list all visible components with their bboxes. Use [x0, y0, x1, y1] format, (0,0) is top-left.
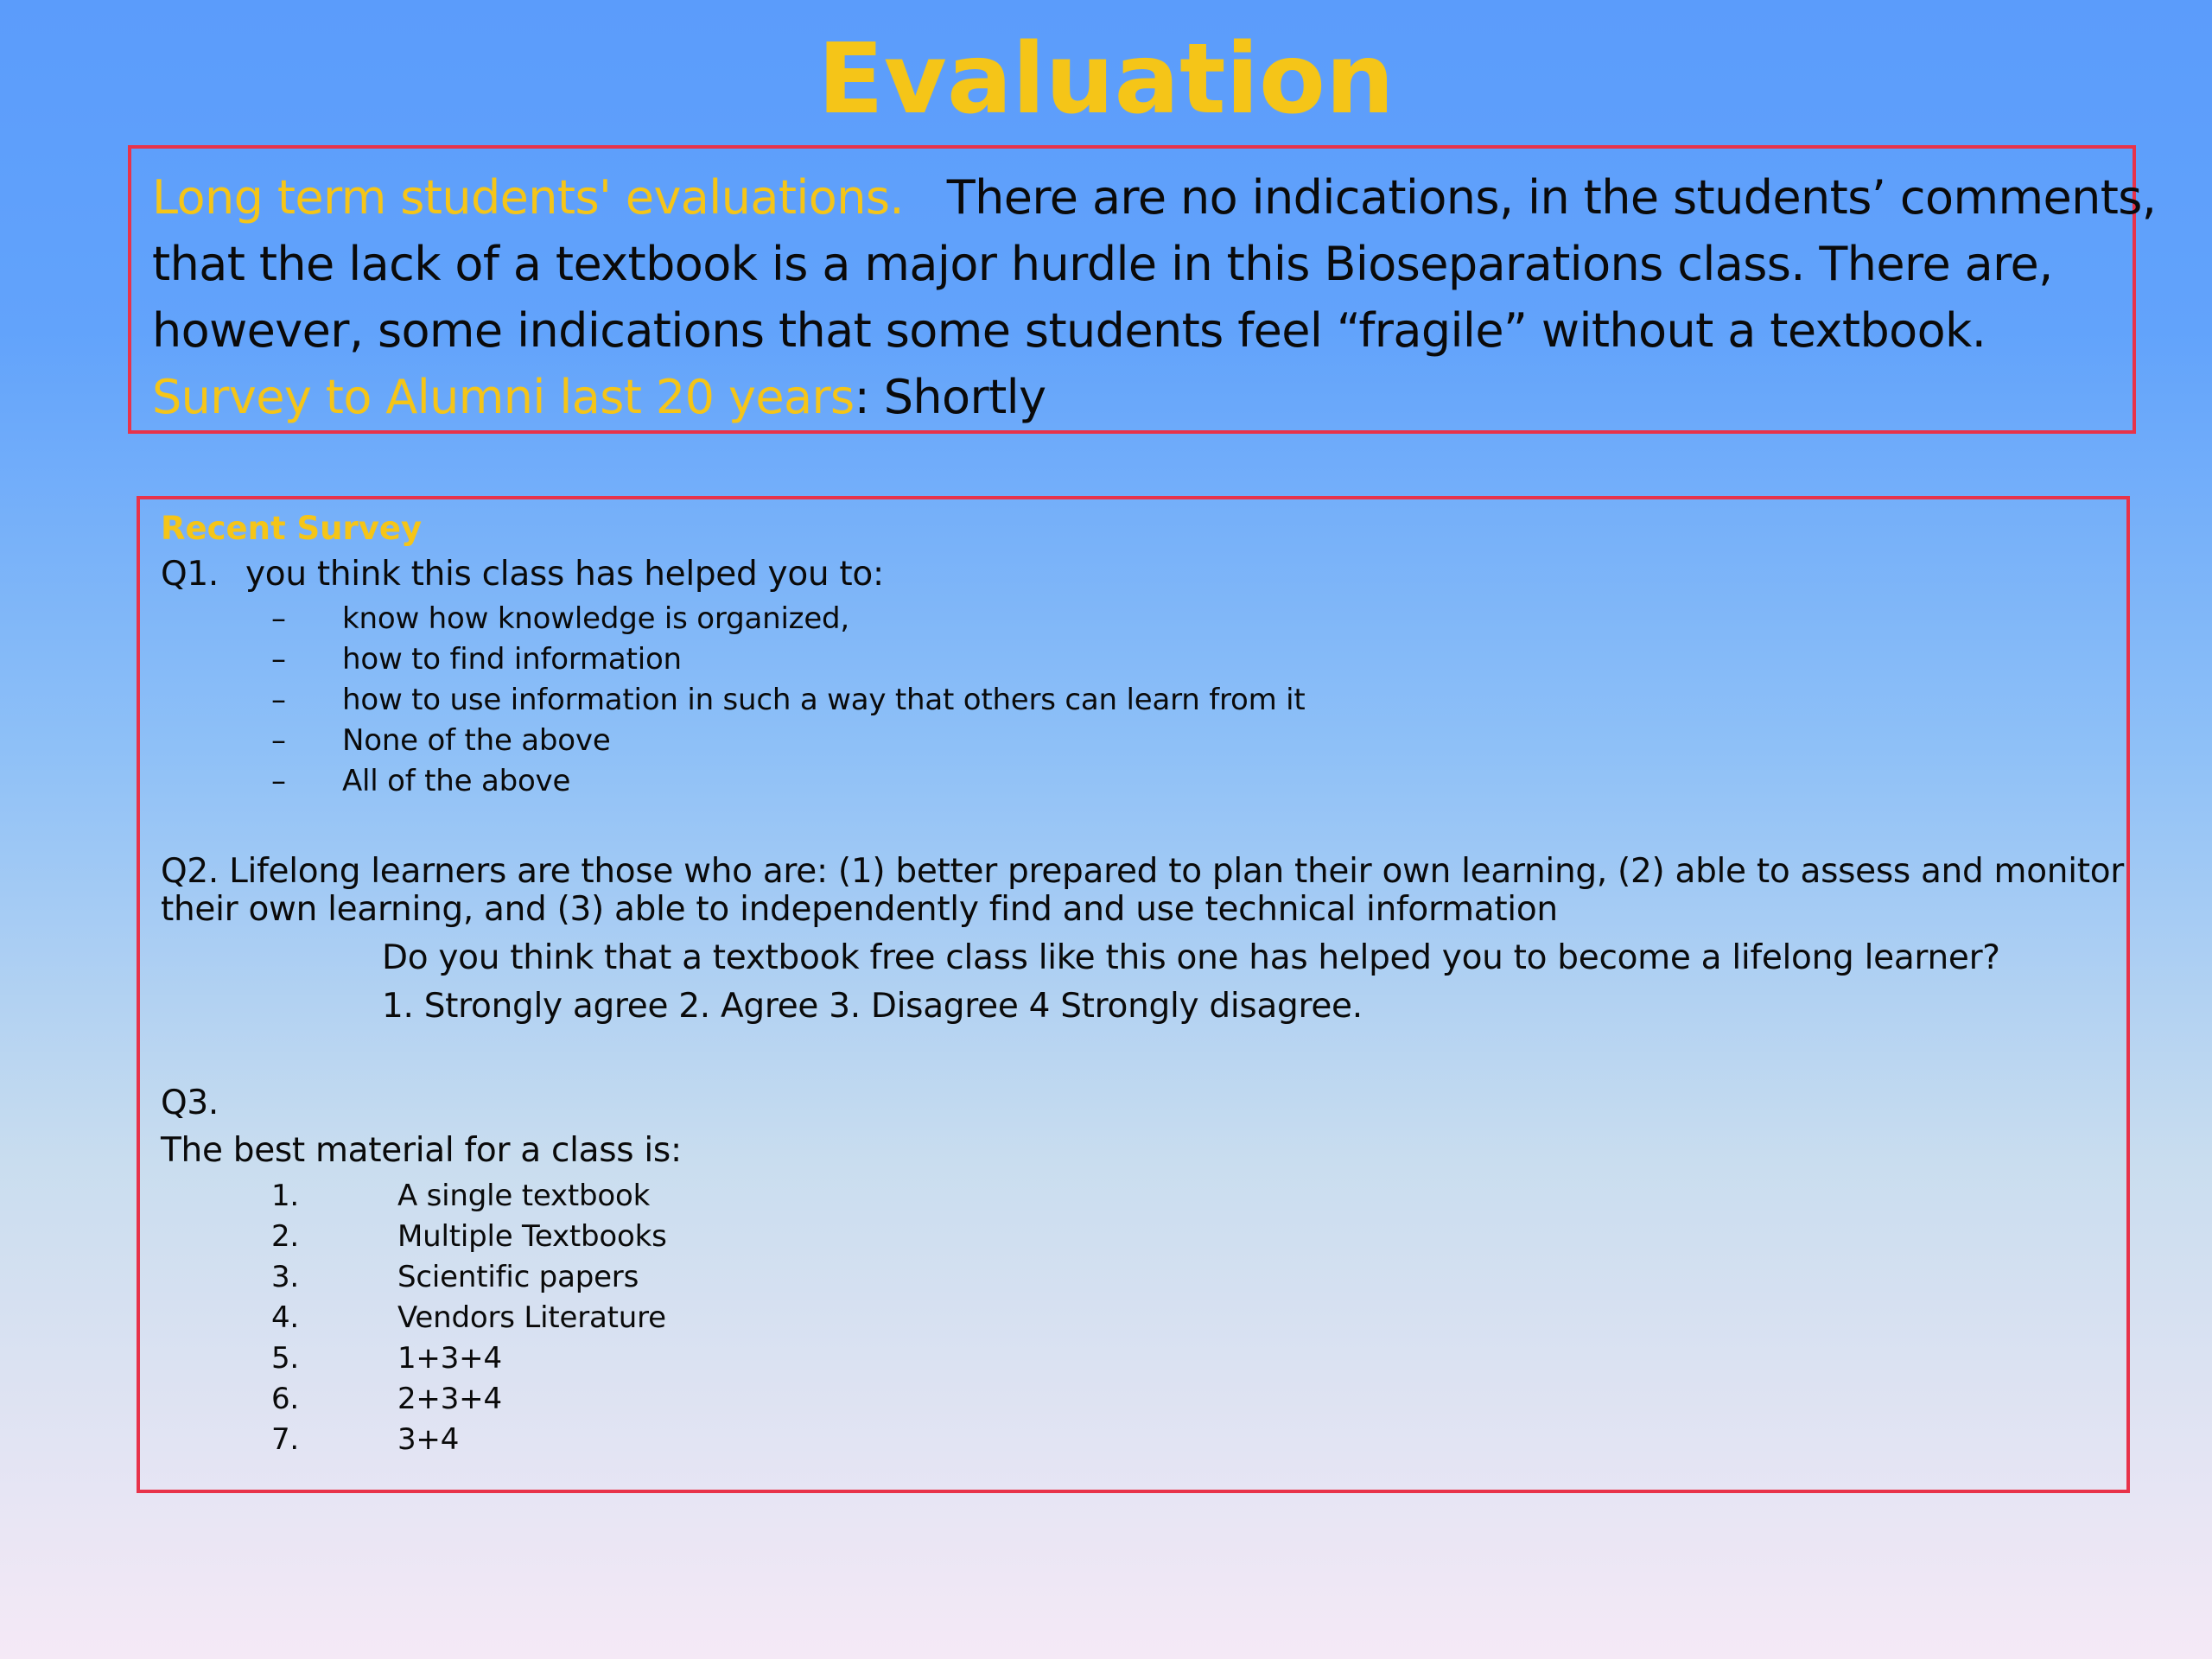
q1-option-bullet: – — [271, 642, 286, 677]
q3-option-number: 4. — [271, 1300, 300, 1335]
q3-option-text: 2+3+4 — [397, 1382, 502, 1416]
q3-option-text: Scientific papers — [397, 1260, 639, 1294]
summary-line-3: however, some indications that some students feel “fragile” without a textbook. — [152, 303, 1986, 358]
q1-option: know how knowledge is organized, — [342, 601, 850, 636]
summary-line-2: that the lack of a textbook is a major hurdle in this Bioseparations class. There are, — [152, 237, 2053, 291]
long-term-evaluations-label: Long term students' evaluations. — [152, 170, 904, 225]
q1-question: you think this class has helped you to: — [245, 555, 884, 594]
summary-line-1-text: There are no indications, in the students’ comments, — [946, 170, 2157, 225]
q3-option-text: Multiple Textbooks — [397, 1219, 667, 1254]
q3-option-number: 5. — [271, 1341, 300, 1376]
q3-option-number: 3. — [271, 1260, 300, 1294]
slide-title: Evaluation — [817, 23, 1395, 136]
q2-line-1: Q2. Lifelong learners are those who are: (1) better prepared to plan their own learning, (2) able to assess and monitor — [161, 852, 2125, 891]
q3-option-number: 1. — [271, 1179, 300, 1213]
recent-survey-heading: Recent Survey — [161, 510, 423, 547]
alumni-survey-status: : Shortly — [854, 370, 1046, 424]
q3-option-text: 1+3+4 — [397, 1341, 502, 1376]
q3-question: The best material for a class is: — [161, 1131, 682, 1170]
q3-option-number: 7. — [271, 1422, 300, 1457]
q3-option-text: 3+4 — [397, 1422, 460, 1457]
summary-line-4 — [152, 364, 2112, 430]
q1-option: None of the above — [342, 723, 611, 758]
q3-option-number: 6. — [271, 1382, 300, 1416]
q1-option-bullet: – — [271, 683, 286, 717]
evaluation-summary-box — [128, 145, 2157, 434]
q3-label: Q3. — [161, 1084, 219, 1122]
q1-label: Q1. — [161, 555, 219, 594]
summary-line-1 — [152, 164, 2157, 231]
q2-line-2: their own learning, and (3) able to independently find and use technical information — [161, 890, 1558, 929]
q1-option: how to find information — [342, 642, 682, 677]
alumni-survey-label: Survey to Alumni last 20 years — [152, 370, 855, 424]
q1-option-bullet: – — [271, 601, 286, 636]
q1-option: All of the above — [342, 764, 571, 798]
q1-option-bullet: – — [271, 723, 286, 758]
q3-option-text: Vendors Literature — [397, 1300, 666, 1335]
q3-option-text: A single textbook — [397, 1179, 651, 1213]
q2-scale: 1. Strongly agree 2. Agree 3. Disagree 4 Strongly disagree. — [382, 987, 1363, 1026]
q2-question: Do you think that a textbook free class like this one has helped you to become a lifelong learner? — [382, 938, 2000, 977]
q3-option-number: 2. — [271, 1219, 300, 1254]
recent-survey-box — [137, 496, 2130, 1493]
q1-option: how to use information in such a way that others can learn from it — [342, 683, 1306, 717]
q1-option-bullet: – — [271, 764, 286, 798]
